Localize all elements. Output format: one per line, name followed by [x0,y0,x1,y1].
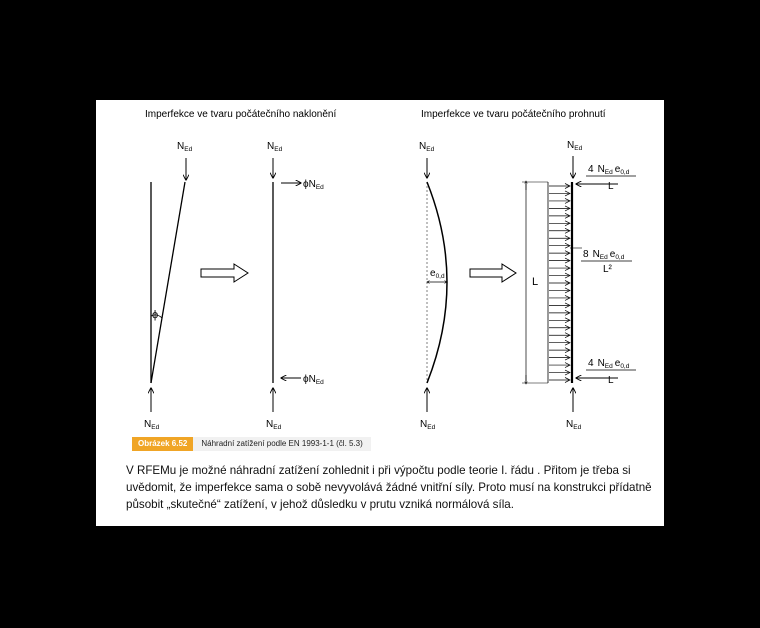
load-label-top: $N_{Ed}$ [419,141,435,153]
transition-arrow-1 [201,264,248,282]
length-label: L [532,276,539,288]
body-line: uvědomit, že imperfekce sama o sobě nevyvolává žádné vnitřní síly. Proto musí na konstrukci přídatně [126,481,652,494]
panel-sway-column [144,141,193,431]
imperfection-figure [96,100,664,440]
body-line: V RFEMu je možné náhradní zatížení zohlednit i při výpočtu podle teorie I. řádu . Přitom je třeba si [126,464,631,477]
load-label-bottom: $N_{Ed}$ [420,419,436,431]
panel-bow-equivalent [522,140,636,431]
load-label-bottom: $N_{Ed}$ [144,419,160,431]
distributed-load-denominator: L² [603,264,612,275]
distributed-load-arrows [549,184,570,383]
title-sway-imperfection: Imperfekce ve tvaru počátečního naklonění [145,109,337,120]
caption-text: Náhradní zatížení podle EN 1993-1-1 (čl. 5.3) [193,437,370,451]
angle-phi-label: ϕ [152,309,159,321]
body-paragraph [126,462,652,513]
title-bow-imperfection: Imperfekce ve tvaru počátečního prohnutí [421,109,606,120]
panel-sway-equivalent [266,141,324,431]
panel-bow-column [419,141,447,431]
document-page [96,100,664,526]
caption-label: Obrázek 6.52 [132,437,193,451]
load-label-top: $N_{Ed}$ [567,140,583,152]
distributed-load-numerator: 8 $N_{Ed}$ $e_{0,d}$ [583,249,625,261]
end-load-denominator-bottom: L [608,375,614,386]
end-load-numerator-bottom: 4 $N_{Ed}$ $e_{0,d}$ [588,358,630,370]
end-load-numerator-top: 4 $N_{Ed}$ $e_{0,d}$ [588,164,630,176]
load-label-bottom: $N_{Ed}$ [266,419,282,431]
load-label-top: $N_{Ed}$ [177,141,193,153]
figure-caption [132,437,371,451]
horizontal-load-label-top: $\phi N_{Ed}$ [303,179,324,191]
load-label-bottom: $N_{Ed}$ [566,419,582,431]
body-line: působit „skutečné“ zatížení, v jehož důsledku v prutu vzniká normálová síla. [126,498,514,511]
eccentricity-label: $e_{0,d}$ [430,268,445,280]
column-inclined [151,182,185,383]
load-label-top: $N_{Ed}$ [267,141,283,153]
transition-arrow-2 [470,264,516,282]
column-bowed [427,182,447,383]
end-load-denominator-top: L [608,181,614,192]
horizontal-load-label-bottom: $\phi N_{Ed}$ [303,374,324,386]
